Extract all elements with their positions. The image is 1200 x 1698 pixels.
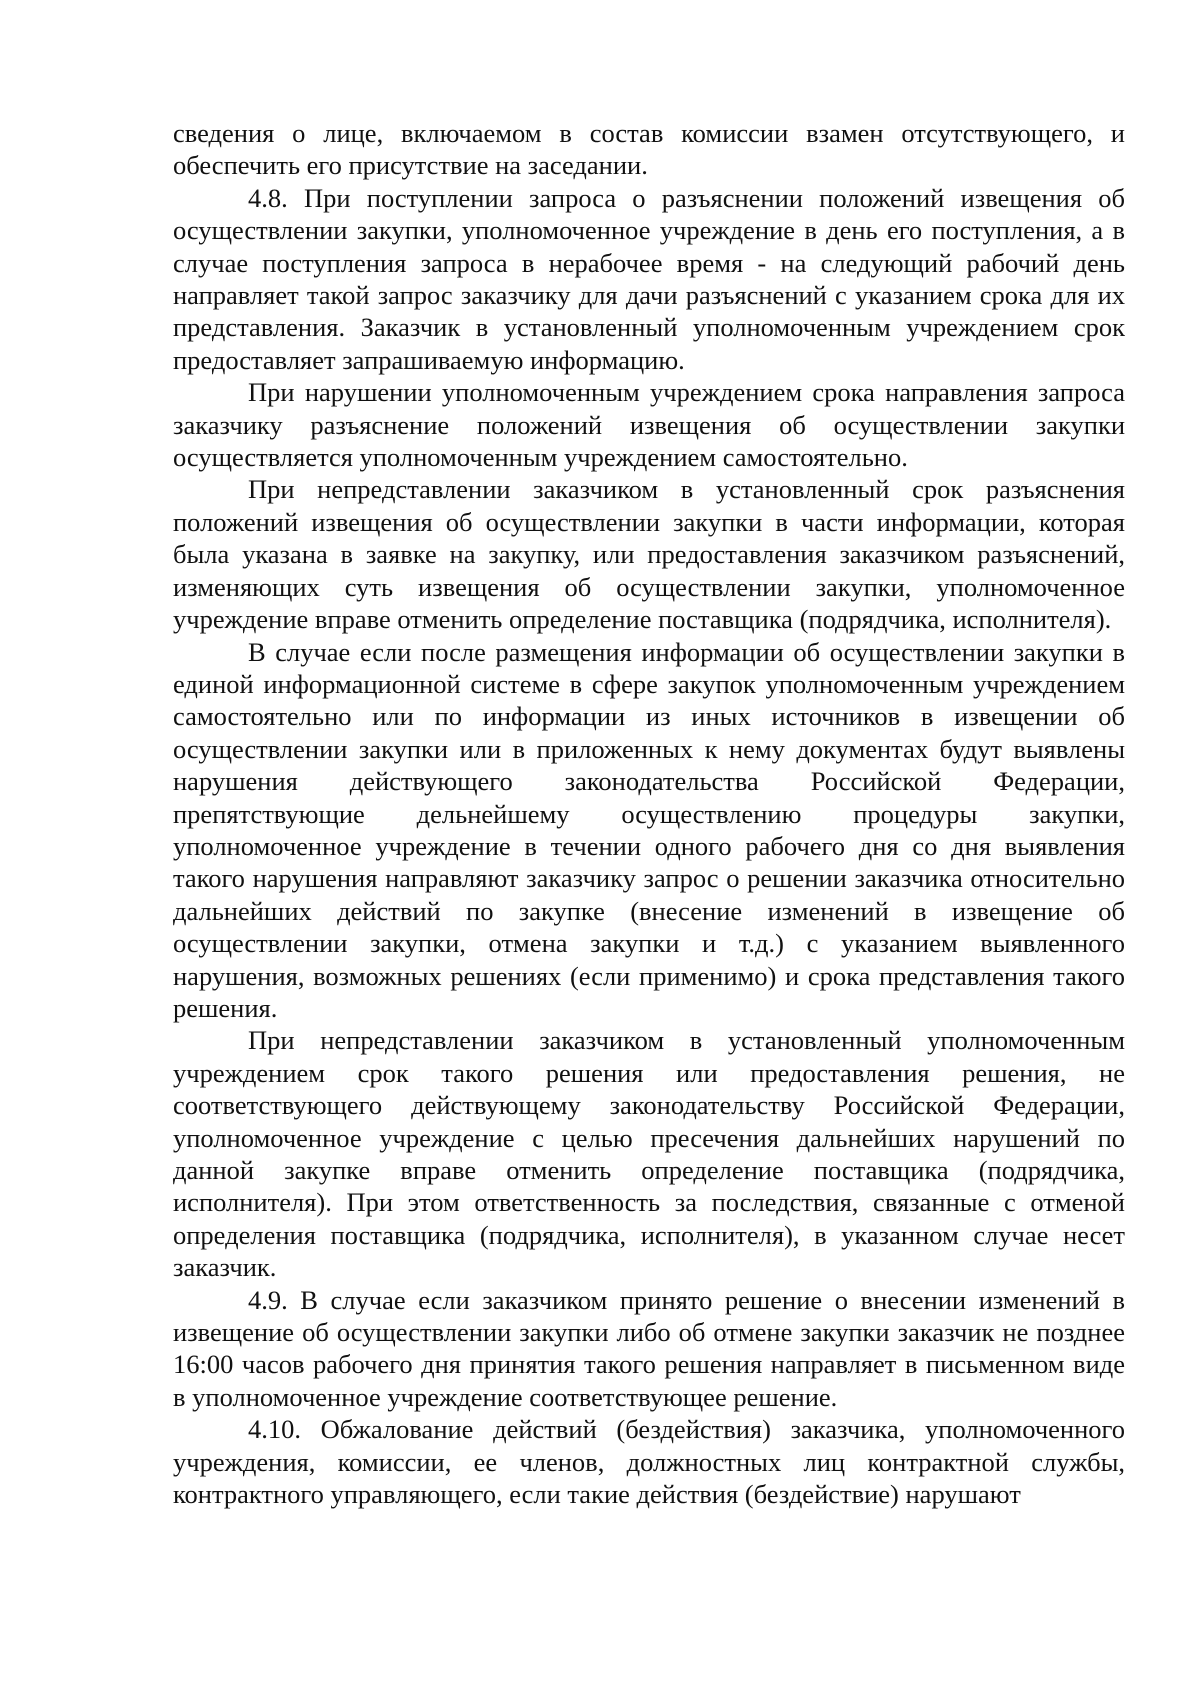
paragraph-4-8: 4.8. При поступлении запроса о разъяснении положений извещения об осуществлении закупки, уполномоченное учреждение в день его поступления, а в случае поступления запроса в нерабочее время - на следующий рабочий день направляет такой запрос заказчику для дачи разъяснений с указанием срока для их представления. Заказчик в установленный уполномоченным учреждением срок предоставляет запрашиваемую информацию. [173, 182, 1125, 375]
paragraph-violations-found: В случае если после размещения информации об осуществлении закупки в единой информационной системе в сфере закупок уполномоченным учреждением самостоятельно или по информации из иных источников в извещении об осуществлении закупки или в приложенных к нему документах будут выявлены нарушения действующего законодательства Российской Федерации, препятствующие дельнейшему осуществлению процедуры закупки, уполномоченное учреждение в течении одного рабочего дня со дня выявления такого нарушения направляют заказчику запрос о решении заказчика относительно дальнейших действий по закупке (внесение изменений в извещение об осуществлении закупки, отмена закупки и т.д.) с указанием выявленного нарушения, возможных решениях (если применимо) и срока представления такого решения. [173, 636, 1125, 1023]
paragraph-4-10: 4.10. Обжалование действий (бездействия) заказчика, уполномоченного учреждения, комиссии, ее членов, должностных лиц контрактной службы, контрактного управляющего, если такие действия (бездействие) нарушают [173, 1414, 1125, 1510]
paragraph-non-submission: При непредставлении заказчиком в установленный срок разъяснения положений извещения об осуществлении закупки в части информации, которая была указана в заявке на закупку, или предоставления заказчиком разъяснений, изменяющих суть извещения об осуществлении закупки, уполномоченное учреждение вправе отменить определение поставщика (подрядчика, исполнителя). [173, 474, 1125, 635]
paragraph-violation-deadline: При нарушении уполномоченным учреждением срока направления запроса заказчику разъяснение положений извещения об осуществлении закупки осуществляется уполномоченным учреждением самостоятельно. [173, 377, 1125, 473]
document-page [173, 117, 1125, 1510]
paragraph-continuation: сведения о лице, включаемом в состав комиссии взамен отсутствующего, и обеспечить его присутствие на заседании. [173, 118, 1125, 181]
paragraph-decision-not-submitted: При непредставлении заказчиком в установленный уполномоченным учреждением срок такого решения или предоставления решения, не соответствующего действующему законодательству Российской Федерации, уполномоченное учреждение с целью пресечения дальнейших нарушений по данной закупке вправе отменить определение поставщика (подрядчика, исполнителя). При этом ответственность за последствия, связанные с отменой определения поставщика (подрядчика, исполнителя), в указанном случае несет заказчик. [173, 1025, 1125, 1283]
paragraph-4-9: 4.9. В случае если заказчиком принято решение о внесении изменений в извещение об осуществлении закупки либо об отмене закупки заказчик не позднее 16:00 часов рабочего дня принятия такого решения направляет в письменном виде в уполномоченное учреждение соответствующее решение. [173, 1284, 1125, 1412]
